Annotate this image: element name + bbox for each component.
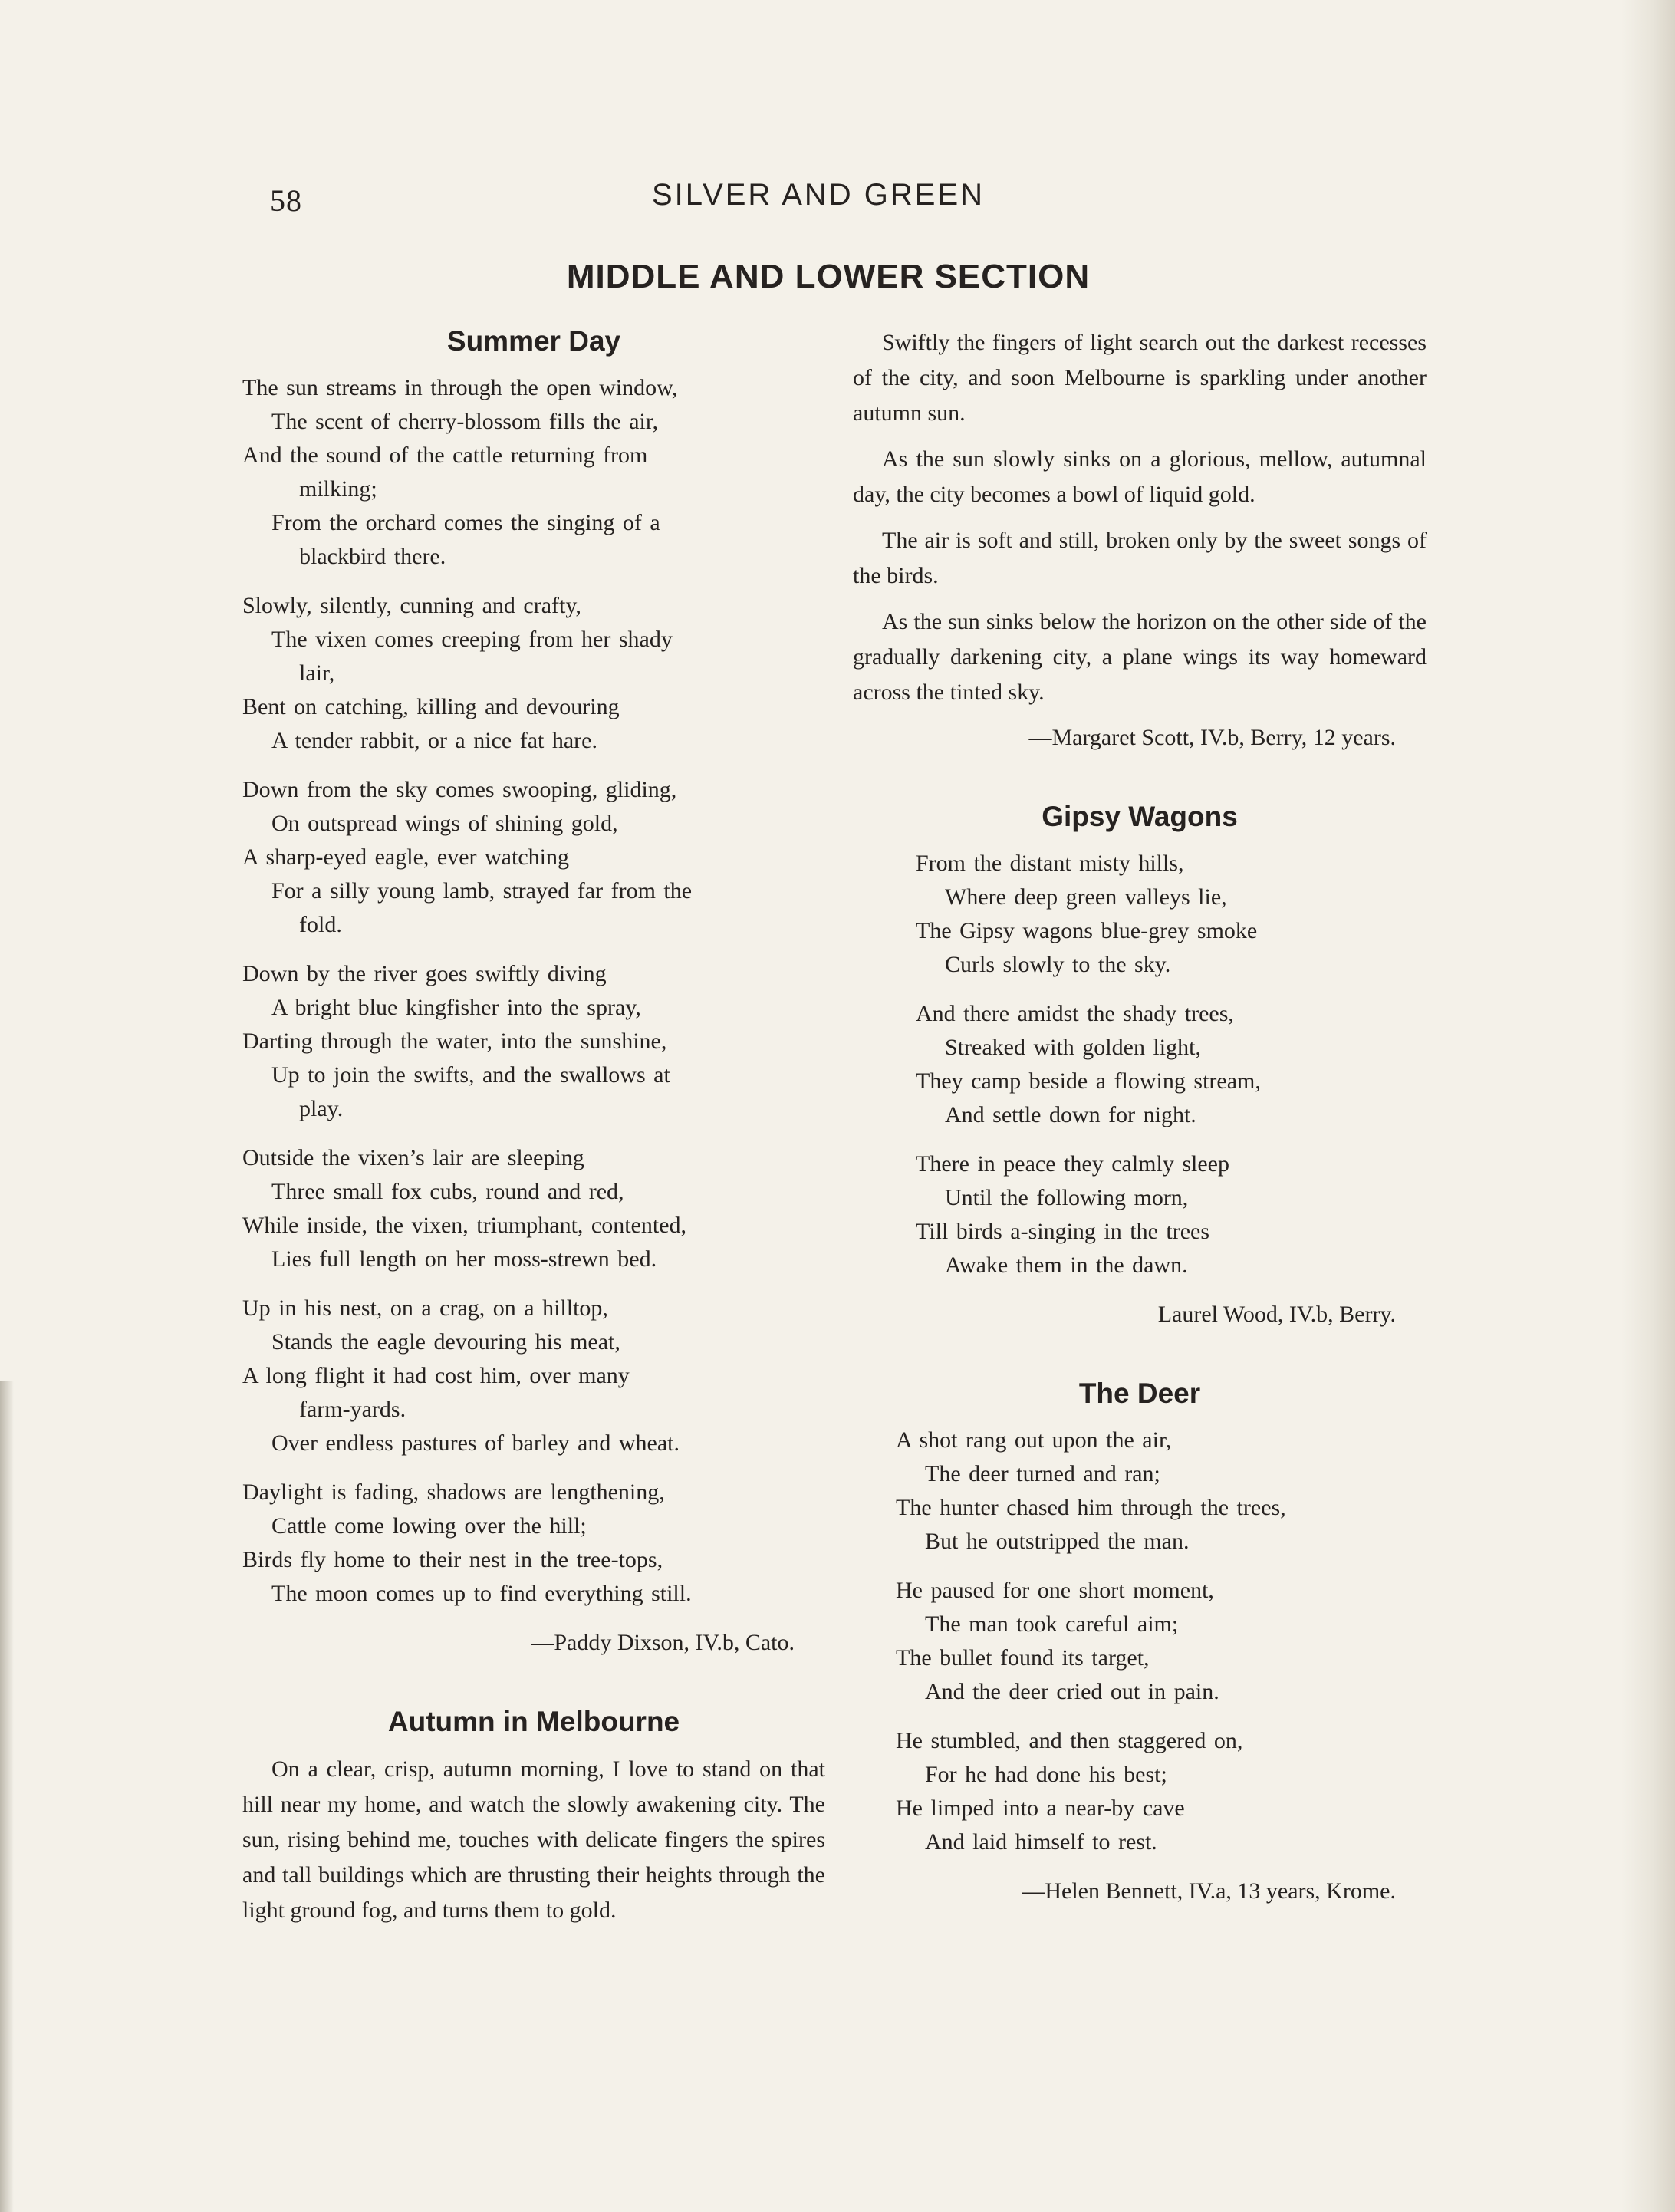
article-title-autumn-in-melbourne: Autumn in Melbourne	[387, 1706, 680, 1737]
poem-line: Over endless pastures of barley and wheat.	[271, 1430, 680, 1456]
poem-line: Till birds a-singing in the trees	[916, 1219, 1210, 1244]
stanza	[242, 957, 825, 1126]
attribution: Laurel Wood, IV.b, Berry.	[1157, 1302, 1396, 1327]
poem-line: While inside, the vixen, triumphant, contented,	[242, 1213, 687, 1238]
stanza	[916, 997, 1427, 1132]
section-title: MIDDLE AND LOWER SECTION	[566, 258, 1091, 295]
poem-line: Stands the eagle devouring his meat,	[271, 1329, 620, 1355]
poem-line: milking;	[299, 476, 377, 502]
poem-line: blackbird there.	[299, 544, 446, 569]
stanza	[916, 847, 1427, 982]
poem-line: For a silly young lamb, strayed far from the	[271, 878, 693, 904]
poem-line: Down from the sky comes swooping, gliding,	[242, 777, 677, 802]
spacer	[853, 755, 1427, 801]
paragraph: As the sun sinks below the horizon on the other side of the gradually darkening city, a plane wings its way homeward across the tinted sky.	[853, 609, 1427, 705]
poem-line: fold.	[299, 912, 342, 937]
poem-line: Curls slowly to the sky.	[945, 952, 1171, 977]
poem-line: Bent on catching, killing and devouring	[242, 694, 620, 719]
poem-line: And settle down for night.	[945, 1102, 1196, 1127]
paragraph: Swiftly the fingers of light search out the darkest recesses of the city, and soon Melbourne is sparkling under another autumn sun.	[853, 330, 1427, 426]
poem-line: For he had done his best;	[925, 1762, 1167, 1787]
poem-line: Until the following morn,	[945, 1185, 1189, 1210]
poem-line: lair,	[299, 660, 335, 686]
attribution: —Paddy Dixson, IV.b, Cato.	[531, 1630, 795, 1655]
stanza	[916, 1147, 1427, 1282]
poem-line: A sharp-eyed eagle, ever watching	[242, 844, 569, 870]
poem-line: And laid himself to rest.	[925, 1829, 1157, 1855]
poem-line: There in peace they calmly sleep	[916, 1151, 1229, 1177]
right-column	[853, 325, 1427, 1908]
poem-line: The moon comes up to find everything still.	[271, 1581, 692, 1606]
poem-line: And the deer cried out in pain.	[925, 1679, 1219, 1704]
poem-line: A tender rabbit, or a nice fat hare.	[271, 728, 597, 753]
stanza	[242, 589, 825, 758]
stanza	[242, 1141, 825, 1276]
poem-line: Up in his nest, on a crag, on a hilltop,	[242, 1295, 608, 1321]
paragraph: As the sun slowly sinks on a glorious, mellow, autumnal day, the city becomes a bowl of liquid gold.	[853, 446, 1427, 507]
page-edge-shadow	[1621, 0, 1675, 2212]
paragraph: The air is soft and still, broken only by the sweet songs of the birds.	[853, 528, 1427, 588]
poem-line: play.	[299, 1096, 344, 1121]
poem-line: And the sound of the cattle returning from	[242, 443, 648, 468]
poem-line: Awake them in the dawn.	[945, 1252, 1188, 1278]
poem-line: The man took careful aim;	[925, 1611, 1179, 1637]
poem-title-summer-day: Summer Day	[446, 325, 621, 357]
poem-line: Birds fly home to their nest in the tree-tops,	[242, 1547, 663, 1572]
poem-line: The scent of cherry-blossom fills the air,	[271, 409, 659, 434]
poem-line: A bright blue kingfisher into the spray,	[271, 995, 641, 1020]
stanza	[242, 371, 825, 574]
poem-line: Where deep green valleys lie,	[945, 884, 1227, 910]
poem-line: Three small fox cubs, round and red,	[271, 1179, 624, 1204]
poem-title-gipsy-wagons: Gipsy Wagons	[1042, 801, 1238, 832]
poem-body-gipsy-wagons	[853, 847, 1427, 1282]
poem-line: The bullet found its target,	[896, 1645, 1150, 1671]
poem-line: He paused for one short moment,	[896, 1578, 1214, 1603]
poem-line: He stumbled, and then staggered on,	[896, 1728, 1243, 1753]
poem-line: The sun streams in through the open window,	[242, 375, 678, 400]
spacer	[242, 1660, 825, 1706]
poem-line: Darting through the water, into the sunshine,	[242, 1029, 667, 1054]
poem-line: Outside the vixen’s lair are sleeping	[242, 1145, 584, 1170]
poem-line: Up to join the swifts, and the swallows at	[271, 1062, 670, 1088]
poem-line: From the orchard comes the singing of a	[271, 510, 660, 535]
poem-line: Streaked with golden light,	[945, 1035, 1201, 1060]
poem-line: farm-yards.	[299, 1397, 406, 1422]
page-number: 58	[270, 183, 302, 218]
attribution: —Helen Bennett, IV.a, 13 years, Krome.	[1022, 1878, 1396, 1904]
attribution: —Margaret Scott, IV.b, Berry, 12 years.	[1028, 725, 1396, 750]
poem-line: But he outstripped the man.	[925, 1529, 1190, 1554]
poem-line: The Gipsy wagons blue-grey smoke	[916, 918, 1258, 943]
stanza	[896, 1424, 1427, 1559]
stanza	[242, 773, 825, 942]
spacer	[853, 1331, 1427, 1378]
paragraph: On a clear, crisp, autumn morning, I love to stand on that hill near my home, and watch the slowly awakening city. The sun, rising behind me, touches with delicate fingers the spires and tall buildings which are thrusting their heights through the light ground fog, and turns them to gold.	[242, 1756, 825, 1923]
binding-edge-shadow	[0, 1381, 14, 2212]
poem-line: The vixen comes creeping from her shady	[271, 627, 673, 652]
stanza	[242, 1292, 825, 1460]
poem-line: The deer turned and ran;	[925, 1461, 1160, 1486]
running-head: SILVER AND GREEN	[652, 178, 986, 212]
stanza	[242, 1476, 825, 1611]
poem-line: A shot rang out upon the air,	[896, 1427, 1172, 1453]
poem-line: A long flight it had cost him, over many	[242, 1363, 630, 1388]
stanza	[896, 1724, 1427, 1859]
poem-line: Lies full length on her moss-strewn bed.	[271, 1246, 657, 1272]
poem-body-the-deer	[853, 1424, 1427, 1859]
stanza	[896, 1574, 1427, 1709]
poem-line: On outspread wings of shining gold,	[271, 811, 618, 836]
poem-title-the-deer: The Deer	[1078, 1378, 1201, 1409]
poem-line: Down by the river goes swiftly diving	[242, 961, 607, 986]
poem-line: And there amidst the shady trees,	[916, 1001, 1234, 1026]
poem-line: Slowly, silently, cunning and crafty,	[242, 593, 581, 618]
poem-line: The hunter chased him through the trees,	[896, 1495, 1286, 1520]
poem-line: They camp beside a flowing stream,	[916, 1068, 1261, 1094]
poem-line: From the distant misty hills,	[916, 851, 1184, 876]
left-column	[242, 325, 825, 1939]
poem-line: He limped into a near-by cave	[896, 1796, 1185, 1821]
poem-line: Cattle come lowing over the hill;	[271, 1513, 587, 1539]
poem-line: Daylight is fading, shadows are lengthening,	[242, 1480, 665, 1505]
